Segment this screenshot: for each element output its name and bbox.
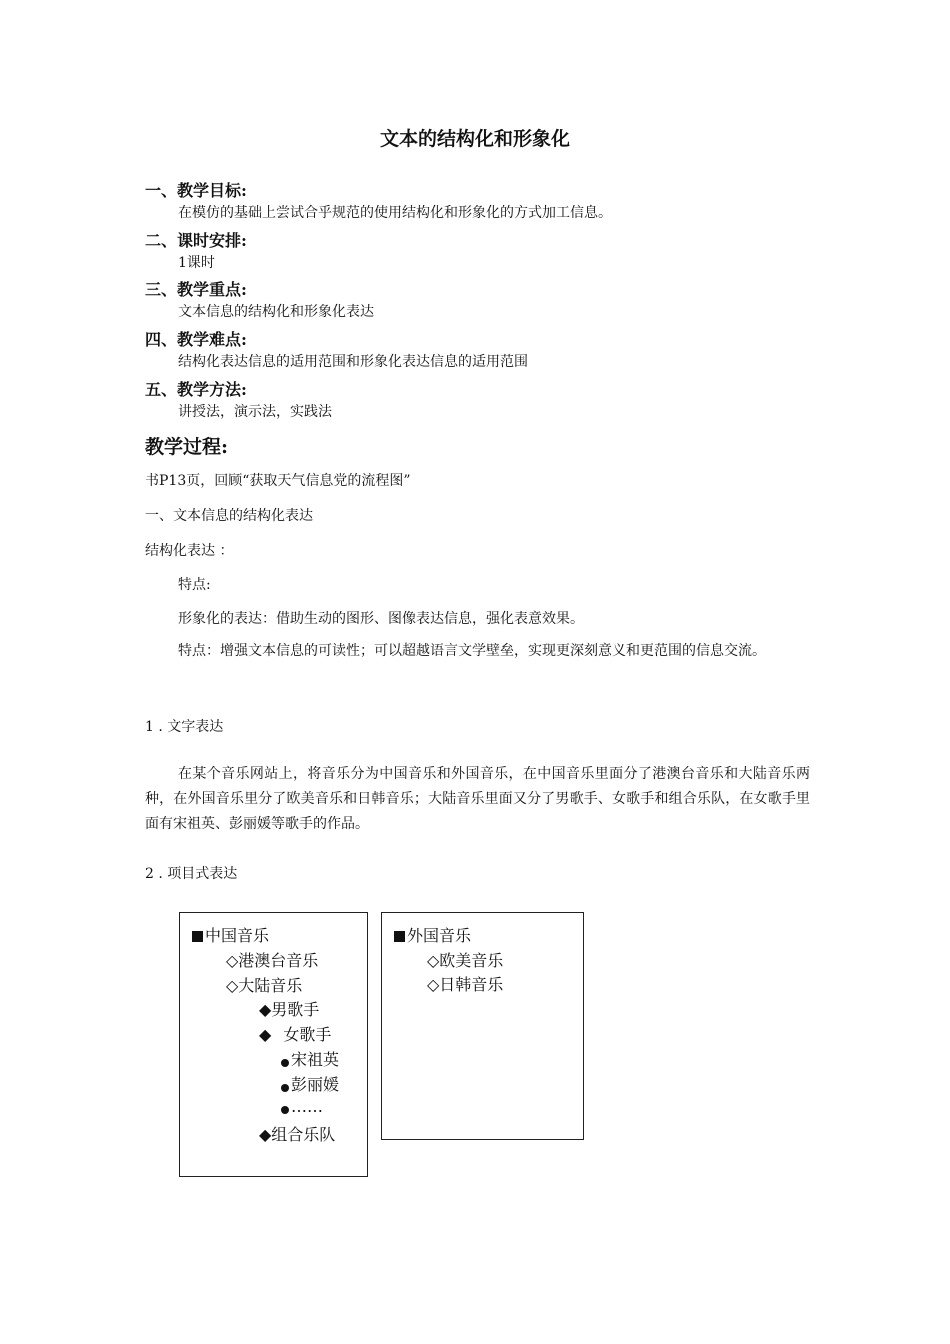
page-title: 文本的结构化和形象化 — [379, 128, 570, 150]
text-expression-paragraph: 在某个音乐网站上，将音乐分为中国音乐和外国音乐，在中国音乐里面分了港澳台音乐和大陆音乐两种，在外国音乐里分了欧美音乐和日韩音乐；大陆音乐里面又分了男歌手、女歌手和组合乐队，在女歌手里面有宋祖英、彭丽媛等歌手的作品。 — [145, 766, 810, 832]
diamond-bullet-icon: ◆ — [259, 1025, 272, 1044]
outline-item-chinese-music: 中国音乐 — [192, 923, 269, 946]
outline-item-mainland-music: ◇大陆音乐 — [226, 976, 303, 995]
item-text-expression: 1 . 文字表达 — [145, 719, 224, 735]
process-heading: 教学过程: — [145, 436, 229, 458]
visual-features-paragraph: 特点：增强文本信息的可读性；可以超越语言文学壁垒，实现更深刻意义和更范围的信息交流。 — [178, 643, 766, 659]
section-body-key-points: 文本信息的结构化和形象化表达 — [178, 304, 374, 320]
section-body-schedule: 1课时 — [178, 255, 215, 271]
outline-box-chinese-music — [179, 912, 368, 1177]
filled-circle-bullet-icon — [281, 1059, 289, 1067]
filled-square-bullet-icon — [192, 931, 203, 942]
outline-item-singer-2: 彭丽媛 — [281, 1072, 339, 1095]
outline-item-bands: ◆组合乐队 — [259, 1125, 336, 1144]
filled-circle-bullet-icon — [281, 1106, 289, 1114]
section-heading-methods: 五、教学方法: — [145, 380, 247, 399]
section-body-methods: 讲授法，演示法，实践法 — [178, 404, 332, 420]
filled-square-bullet-icon — [394, 931, 405, 942]
section-body-goals: 在模仿的基础上尝试合乎规范的使用结构化和形象化的方式加工信息。 — [178, 205, 612, 221]
outline-item-hk-music: ◇港澳台音乐 — [226, 951, 319, 970]
filled-circle-bullet-icon — [281, 1084, 289, 1092]
outline-item-male-singers: ◆男歌手 — [259, 1000, 320, 1019]
section-heading-difficulties: 四、教学难点: — [145, 330, 247, 349]
review-line: 书P13页，回顾“获取天气信息党的流程图” — [145, 473, 411, 489]
visual-expression-line: 形象化的表达：借助生动的图形、图像表达信息，强化表意效果。 — [178, 611, 584, 627]
outline-item-female-singers: ◆ 女歌手 — [259, 1025, 332, 1044]
section-heading-goals: 一、教学目标: — [145, 181, 247, 200]
item-outline-expression: 2 . 项目式表达 — [145, 866, 238, 882]
outline-item-more: …… — [281, 1097, 323, 1116]
outline-item-western-music: ◇欧美音乐 — [427, 951, 504, 970]
section-heading-schedule: 二、课时安排: — [145, 231, 247, 250]
section-heading-key-points: 三、教学重点: — [145, 280, 247, 299]
part-one-heading: 一、文本信息的结构化表达 — [145, 508, 313, 524]
outline-item-jp-kr-music: ◇日韩音乐 — [427, 975, 504, 994]
outline-item-foreign-music: 外国音乐 — [394, 923, 471, 946]
section-body-difficulties: 结构化表达信息的适用范围和形象化表达信息的适用范围 — [178, 354, 528, 370]
structured-label: 结构化表达 ： — [145, 543, 234, 559]
outline-item-singer-1: 宋祖英 — [281, 1047, 339, 1070]
outline-box-foreign-music — [381, 912, 584, 1140]
features-label: 特点: — [178, 577, 211, 593]
